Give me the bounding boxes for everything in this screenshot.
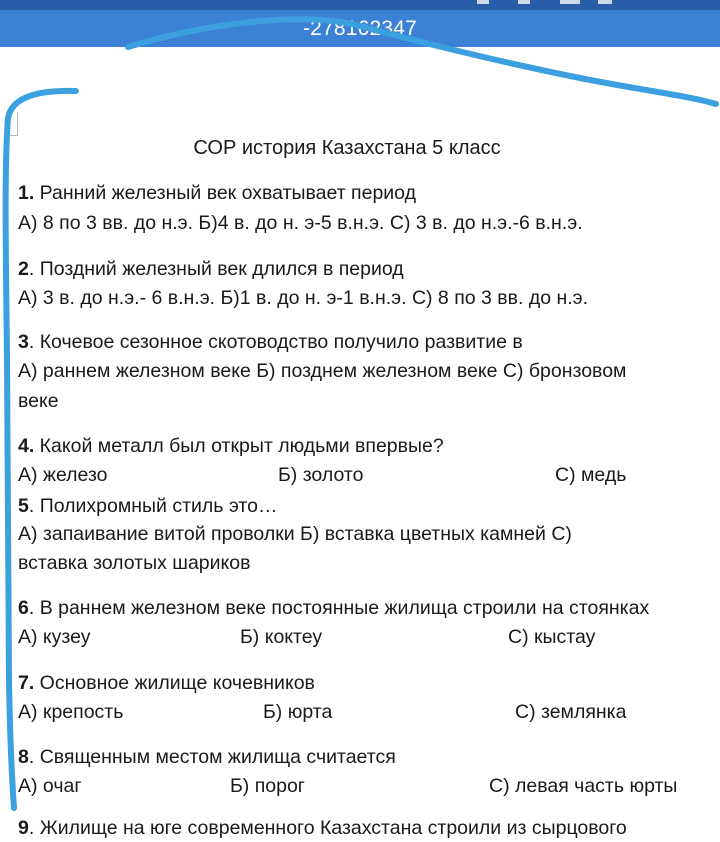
answer-b: Б) коктеу [240,626,323,648]
answers-4 [18,461,720,489]
answers-1: А) 8 по 3 вв. до н.э. Б)4 в. до н. э-5 в.н.э. С) 3 в. до н.э.-6 в.н.э. [18,212,583,234]
answers-6 [18,623,720,651]
answer-a: А) железо [18,464,108,486]
question-text: Основное жилище кочевников [34,672,315,694]
answer-b: Б) юрта [263,701,333,723]
question-8 [18,743,720,771]
question-number: 8 [18,746,29,768]
question-number: 1. [18,182,35,204]
answers-3-cont: веке [18,390,59,412]
question-3 [18,328,720,356]
answer-a: А) крепость [18,701,124,723]
answer-b: Б) порог [230,775,305,797]
question-number: 6 [18,597,29,619]
answer-c: С) кыстау [508,626,596,648]
question-2 [18,255,720,283]
question-number: 2 [18,258,29,280]
answer-c: С) левая часть юрты [489,775,678,797]
answer-a: А) очаг [18,775,82,797]
question-number: 9 [18,817,29,839]
question-9 [18,814,720,842]
answer-c: С) землянка [515,701,627,723]
question-text: . Священным местом жилища считается [28,746,396,768]
question-number: 7. [18,672,35,694]
answer-a: А) кузеу [18,626,91,648]
answers-3: А) раннем железном веке Б) позднем железном веке С) бронзовом [18,360,627,382]
question-text: . В раннем железном веке постоянные жилища строили на стоянках [28,597,650,619]
question-number: 3 [18,331,29,353]
answers-2: А) 3 в. до н.э.- 6 в.н.э. Б)1 в. до н. э-1 в.н.э. С) 8 по 3 вв. до н.э. [18,287,589,309]
question-number: 5 [18,495,29,517]
phone-number: -278162347 [302,16,418,40]
question-text: Какой металл был открыт людьми впервые? [34,435,444,457]
question-1 [18,179,720,207]
question-6 [18,594,720,622]
question-text: . Жилище на юге современного Казахстана строили из сырцового [28,817,627,839]
answers-5-cont: вставка золотых шариков [18,552,251,574]
document-title: СОР история Казахстана 5 класс [193,137,501,159]
question-5 [18,492,720,520]
answer-b: Б) золото [278,464,364,486]
question-text: . Поздний железный век длился в период [28,258,404,280]
question-4 [18,432,720,460]
answers-8 [18,772,720,800]
page-corner-mark [9,113,18,136]
question-7 [18,669,720,697]
question-text: . Кочевое сезонное скотоводство получило развитие в [28,331,523,353]
answer-c: С) медь [555,464,627,486]
question-number: 4. [18,435,35,457]
question-text: . Полихромный стиль это… [28,495,278,517]
question-text: Ранний железный век охватывает период [34,182,416,204]
answers-7 [18,698,720,726]
answers-5: А) запаивание витой проволки Б) вставка цветных камней С) [18,523,572,545]
